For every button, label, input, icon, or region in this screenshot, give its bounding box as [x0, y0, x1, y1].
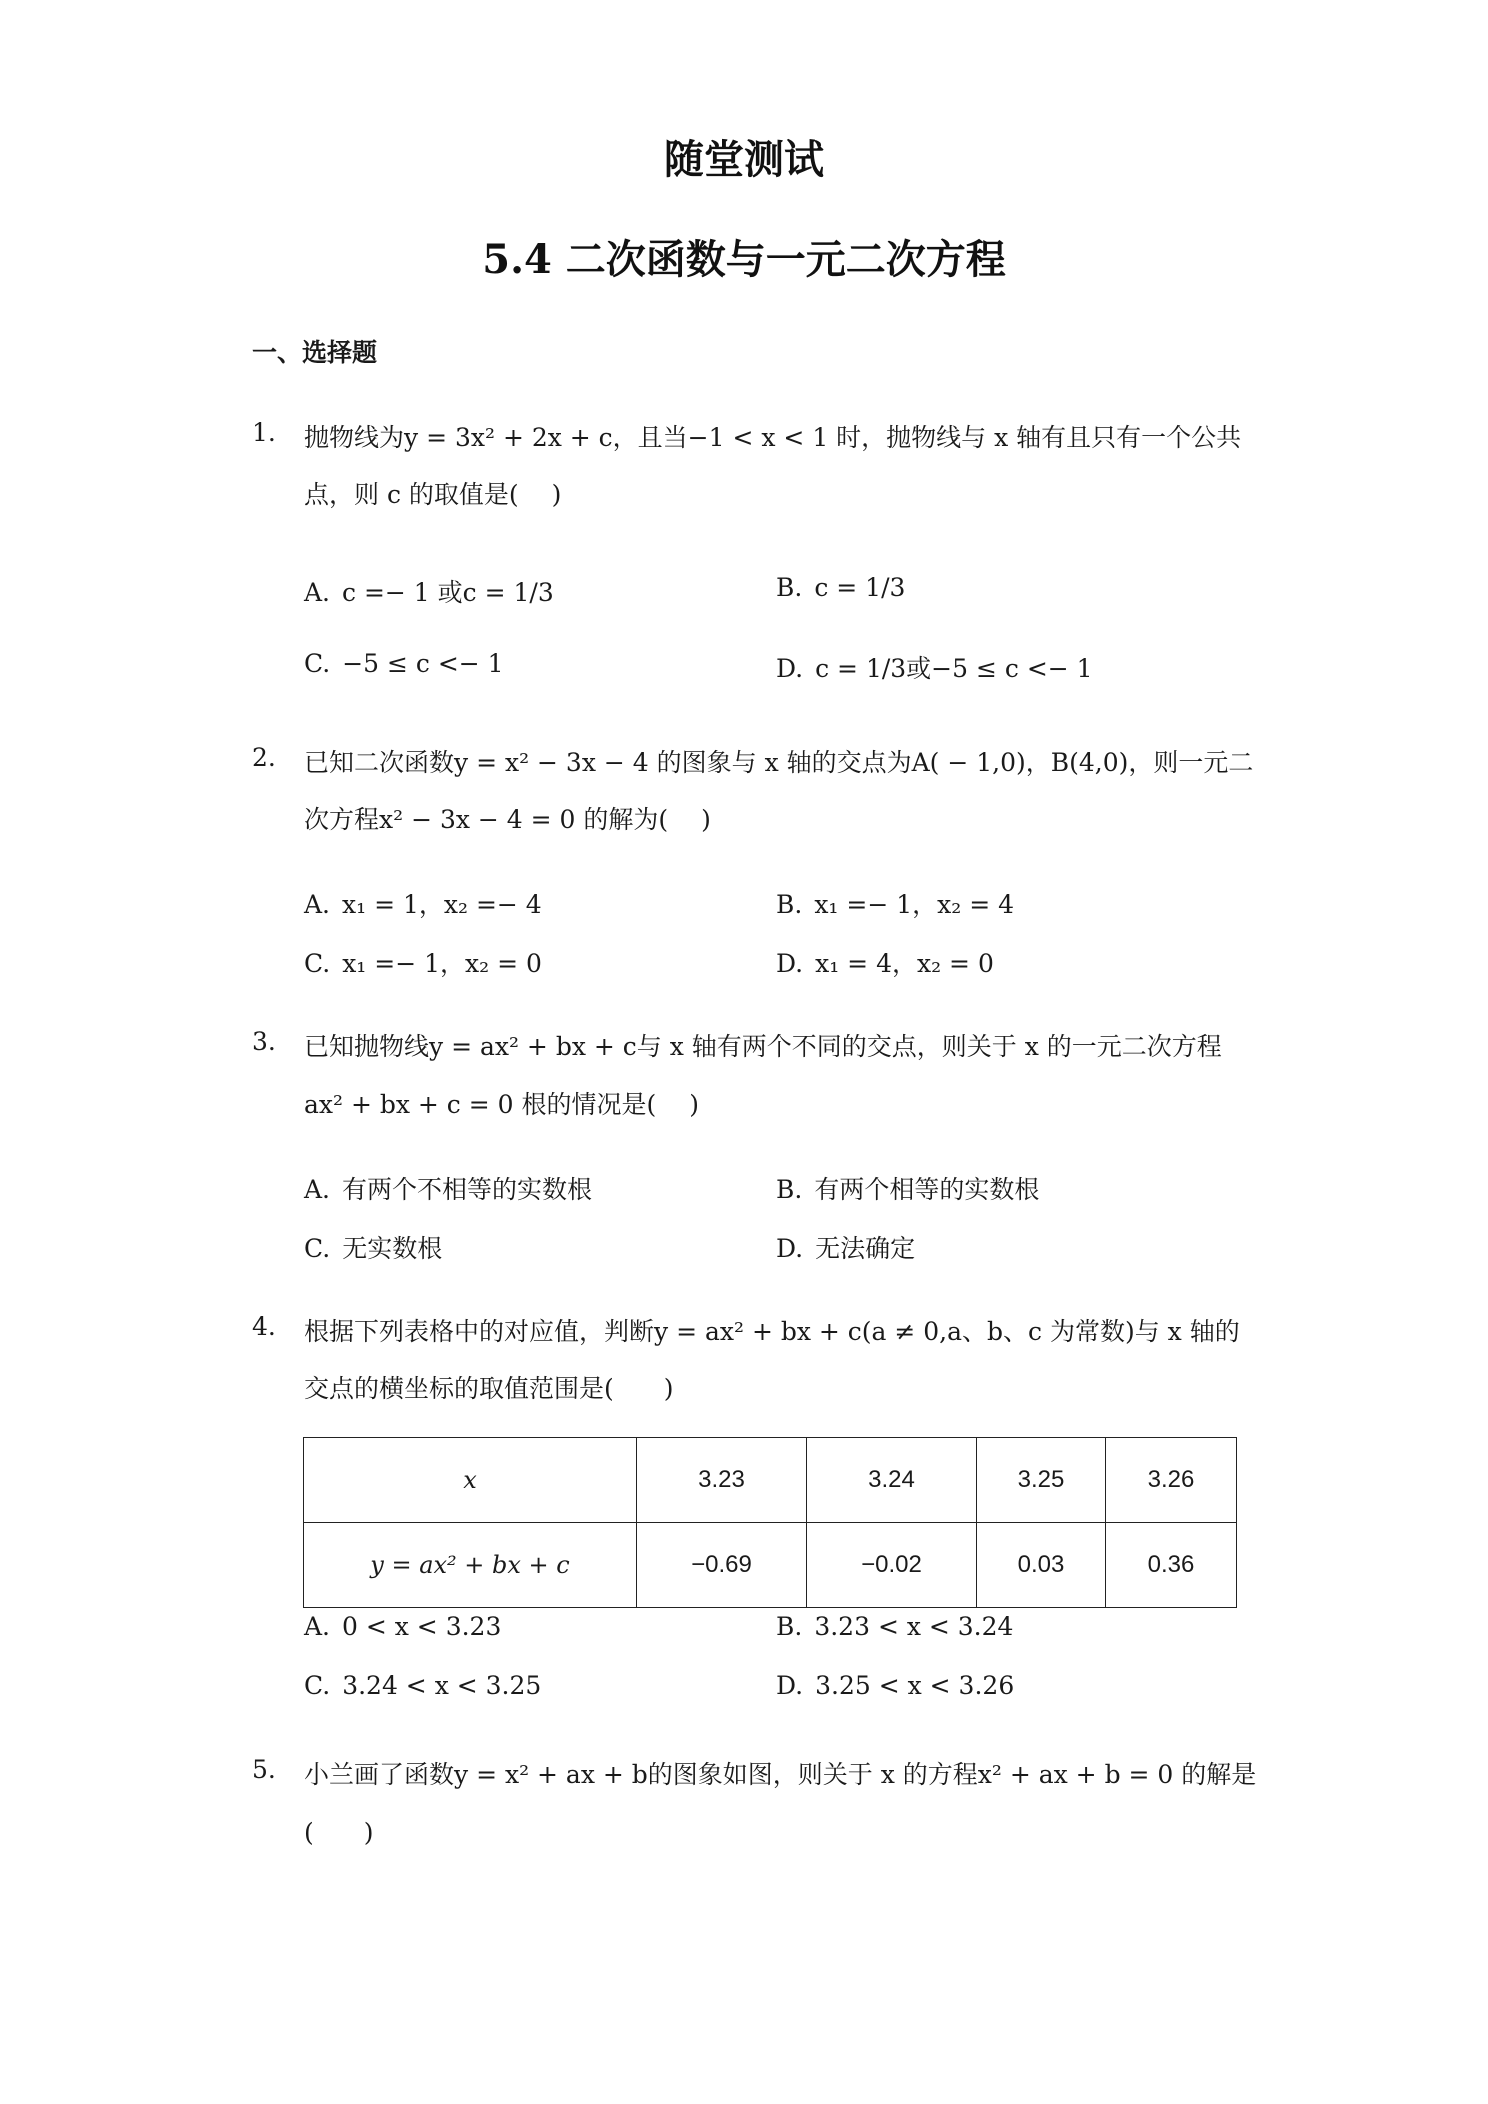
option-label: D.: [776, 949, 804, 978]
option-label: C.: [304, 649, 331, 678]
table-cell: x: [304, 1438, 637, 1523]
question-text-line: 小兰画了函数y = x² + ax + b的图象如图，则关于 x 的方程x² + ax + b = 0 的解是: [304, 1760, 1257, 1789]
option-a: [304, 573, 554, 609]
option-b: [776, 1170, 1039, 1206]
option-c: [304, 944, 542, 980]
question-number: 4.: [252, 1312, 276, 1341]
option-label: C.: [304, 949, 331, 978]
question-text-line: ( ): [304, 1818, 374, 1847]
option-text: −5 ≤ c <− 1: [342, 649, 504, 678]
option-text: 0 < x < 3.23: [342, 1612, 502, 1641]
table-cell: 3.23: [637, 1438, 807, 1523]
option-text: 3.25 < x < 3.26: [815, 1671, 1015, 1700]
option-c: [304, 649, 504, 678]
option-label: D.: [776, 1234, 804, 1263]
option-a: [304, 885, 542, 921]
question-text-line: ax² + bx + c = 0 根的情况是( ): [304, 1090, 699, 1119]
option-text: 有两个相等的实数根: [814, 1175, 1040, 1204]
option-text: c = 1/3: [814, 573, 906, 602]
value-table: [303, 1437, 1237, 1608]
option-c: [304, 1671, 541, 1700]
question-text-line: 点，则 c 的取值是( ): [304, 480, 562, 509]
table-cell: 3.24: [807, 1438, 977, 1523]
option-text: x₁ = 1，x₂ =− 4: [342, 890, 542, 919]
option-label: A.: [304, 1175, 331, 1204]
page-subtitle: 5.4 二次函数与一元二次方程: [482, 236, 1006, 283]
option-label: D.: [776, 654, 804, 683]
option-text: c =− 1 或c = 1/3: [342, 578, 554, 607]
option-c: [304, 1229, 442, 1265]
table-cell: 3.26: [1106, 1438, 1237, 1523]
option-label: B.: [776, 890, 803, 919]
question-text-line: 已知二次函数y = x² − 3x − 4 的图象与 x 轴的交点为A( − 1,0)，B(4,0)，则一元二: [304, 748, 1254, 777]
option-b: [776, 1612, 1013, 1641]
question-text-line: 抛物线为y = 3x² + 2x + c，且当−1 < x < 1 时，抛物线与 x 轴有且只有一个公共: [304, 423, 1242, 452]
option-label: A.: [304, 578, 331, 607]
option-text: c = 1/3或−5 ≤ c <− 1: [815, 654, 1093, 683]
table-cell: 0.03: [977, 1523, 1106, 1608]
option-b: [776, 573, 905, 602]
option-text: x₁ =− 1，x₂ = 0: [342, 949, 542, 978]
option-label: C.: [304, 1234, 331, 1263]
question-text-line: 已知抛物线y = ax² + bx + c与 x 轴有两个不同的交点，则关于 x 的一元二次方程: [304, 1032, 1222, 1061]
question-number: 5.: [252, 1755, 276, 1784]
table-cell: −0.69: [637, 1523, 807, 1608]
section-heading: 一、选择题: [252, 338, 378, 367]
option-text: 无实数根: [342, 1234, 443, 1263]
table-cell: y = ax² + bx + c: [304, 1523, 637, 1608]
option-text: 有两个不相等的实数根: [342, 1175, 593, 1204]
table-row: [304, 1438, 1237, 1523]
question-text-line: 次方程x² − 3x − 4 = 0 的解为( ): [304, 805, 711, 834]
option-a: [304, 1612, 501, 1641]
question-number: 2.: [252, 743, 276, 772]
option-d: [776, 944, 994, 980]
option-text: 3.24 < x < 3.25: [342, 1671, 542, 1700]
option-text: x₁ = 4，x₂ = 0: [815, 949, 994, 978]
table-cell: 3.25: [977, 1438, 1106, 1523]
question-number: 1.: [252, 418, 276, 447]
option-a: [304, 1170, 592, 1206]
table-row: [304, 1523, 1237, 1608]
option-d: [776, 1671, 1014, 1700]
page-title: 随堂测试: [664, 136, 824, 183]
table-cell: −0.02: [807, 1523, 977, 1608]
option-d: [776, 649, 1093, 685]
question-text-line: 交点的横坐标的取值范围是( ): [304, 1374, 674, 1403]
option-text: 3.23 < x < 3.24: [814, 1612, 1014, 1641]
option-label: B.: [776, 1612, 803, 1641]
question-number: 3.: [252, 1027, 276, 1056]
table-cell: 0.36: [1106, 1523, 1237, 1608]
option-d: [776, 1229, 915, 1265]
question-text-line: 根据下列表格中的对应值，判断y = ax² + bx + c(a ≠ 0,a、b、c 为常数)与 x 轴的: [304, 1317, 1240, 1346]
option-label: A.: [304, 1612, 331, 1641]
option-text: x₁ =− 1，x₂ = 4: [814, 890, 1015, 919]
option-label: B.: [776, 1175, 803, 1204]
option-label: D.: [776, 1671, 804, 1700]
option-b: [776, 885, 1014, 921]
option-label: B.: [776, 573, 803, 602]
option-text: 无法确定: [815, 1234, 916, 1263]
option-label: C.: [304, 1671, 331, 1700]
option-label: A.: [304, 890, 331, 919]
